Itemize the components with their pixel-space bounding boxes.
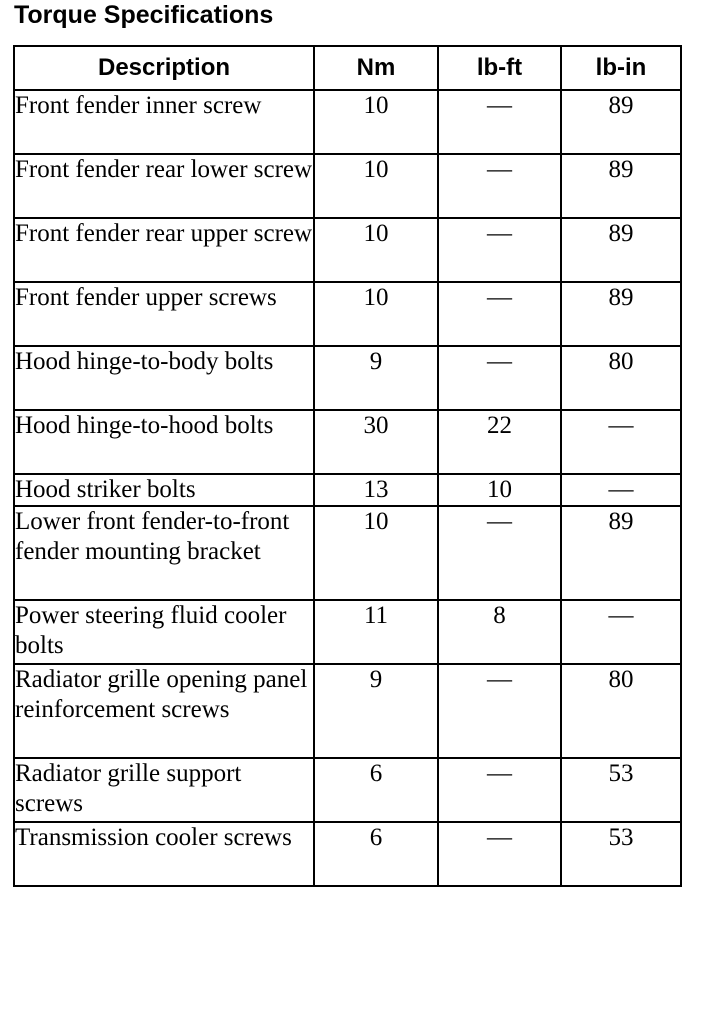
nm-cell: 9 xyxy=(314,664,438,758)
torque-spec-table xyxy=(13,45,682,887)
column-header-description: Description xyxy=(14,46,314,90)
table-row xyxy=(14,410,681,474)
lbft-cell: 8 xyxy=(438,600,561,664)
description-cell: Hood hinge-to-body bolts xyxy=(14,346,314,410)
table-row xyxy=(14,218,681,282)
table-row xyxy=(14,506,681,600)
lbft-cell: — xyxy=(438,758,561,822)
nm-cell: 10 xyxy=(314,282,438,346)
lbft-cell: 22 xyxy=(438,410,561,474)
table-header-row xyxy=(14,46,681,90)
lbft-cell: — xyxy=(438,506,561,600)
lbft-cell: — xyxy=(438,664,561,758)
lbft-cell: — xyxy=(438,154,561,218)
lbft-cell: — xyxy=(438,346,561,410)
lbin-cell: 89 xyxy=(561,282,681,346)
column-header-lbft: lb-ft xyxy=(438,46,561,90)
description-cell: Hood hinge-to-hood bolts xyxy=(14,410,314,474)
table-row xyxy=(14,346,681,410)
nm-cell: 13 xyxy=(314,474,438,506)
nm-cell: 30 xyxy=(314,410,438,474)
lbin-cell: 53 xyxy=(561,822,681,886)
description-cell: Front fender rear upper screw xyxy=(14,218,314,282)
lbft-cell: 10 xyxy=(438,474,561,506)
table-row xyxy=(14,600,681,664)
description-cell: Lower front fender-to-front fender mounting bracket xyxy=(14,506,314,600)
lbin-cell: — xyxy=(561,600,681,664)
description-cell: Front fender inner screw xyxy=(14,90,314,154)
description-cell: Radiator grille support screws xyxy=(14,758,314,822)
nm-cell: 11 xyxy=(314,600,438,664)
nm-cell: 10 xyxy=(314,154,438,218)
lbin-cell: — xyxy=(561,410,681,474)
nm-cell: 6 xyxy=(314,758,438,822)
lbin-cell: — xyxy=(561,474,681,506)
lbin-cell: 53 xyxy=(561,758,681,822)
description-cell: Transmission cooler screws xyxy=(14,822,314,886)
lbft-cell: — xyxy=(438,822,561,886)
table-row xyxy=(14,474,681,506)
table-row xyxy=(14,90,681,154)
description-cell: Radiator grille opening panel reinforcement screws xyxy=(14,664,314,758)
lbin-cell: 80 xyxy=(561,664,681,758)
table-row xyxy=(14,154,681,218)
description-cell: Front fender upper screws xyxy=(14,282,314,346)
lbin-cell: 89 xyxy=(561,90,681,154)
nm-cell: 10 xyxy=(314,90,438,154)
nm-cell: 9 xyxy=(314,346,438,410)
lbft-cell: — xyxy=(438,90,561,154)
page-title: Torque Specifications xyxy=(14,1,274,29)
table-row xyxy=(14,758,681,822)
lbin-cell: 89 xyxy=(561,506,681,600)
description-cell: Front fender rear lower screw xyxy=(14,154,314,218)
nm-cell: 6 xyxy=(314,822,438,886)
lbft-cell: — xyxy=(438,282,561,346)
table-row xyxy=(14,664,681,758)
column-header-nm: Nm xyxy=(314,46,438,90)
lbin-cell: 80 xyxy=(561,346,681,410)
lbin-cell: 89 xyxy=(561,218,681,282)
table-row xyxy=(14,282,681,346)
nm-cell: 10 xyxy=(314,218,438,282)
lbft-cell: — xyxy=(438,218,561,282)
column-header-lbin: lb-in xyxy=(561,46,681,90)
table-row xyxy=(14,822,681,886)
description-cell: Power steering fluid cooler bolts xyxy=(14,600,314,664)
description-cell: Hood striker bolts xyxy=(14,474,314,506)
lbin-cell: 89 xyxy=(561,154,681,218)
nm-cell: 10 xyxy=(314,506,438,600)
